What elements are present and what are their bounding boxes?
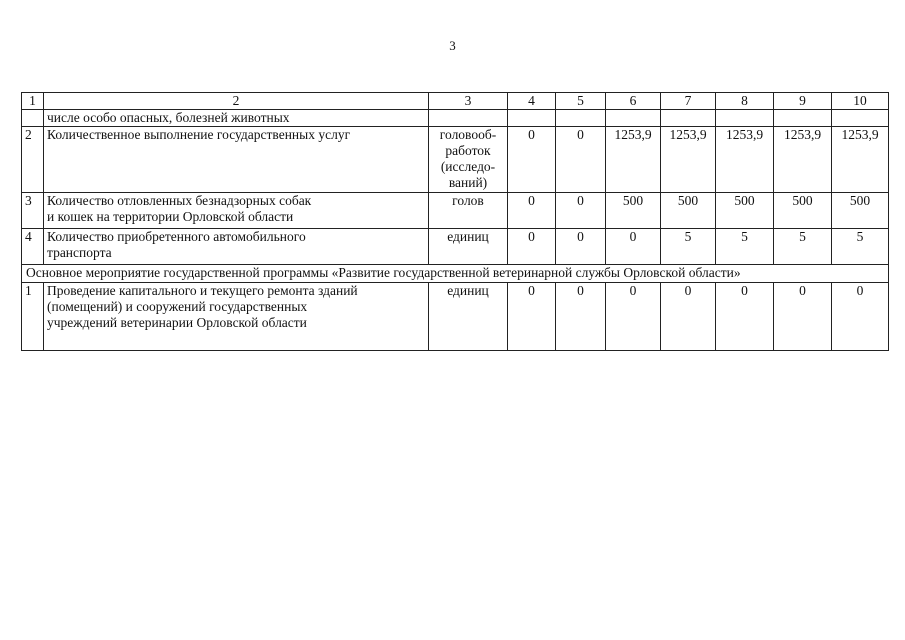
value-cell: 1253,9 <box>661 127 716 193</box>
column-number-row <box>22 93 889 110</box>
value-cell: 500 <box>606 193 661 229</box>
value-cell: 1253,9 <box>774 127 832 193</box>
page-number: 3 <box>449 38 456 53</box>
value-cell: 0 <box>606 229 661 265</box>
unit-cell: единиц <box>429 229 508 265</box>
indicator-name: Количество отловленных безнадзорных собак и кошек на территории Орловской области <box>44 193 429 229</box>
value-cell: 500 <box>716 193 774 229</box>
indicator-name: Количественное выполнение государственных услуг <box>44 127 429 193</box>
value-cell: 0 <box>556 193 606 229</box>
value-cell: 0 <box>661 283 716 351</box>
column-number: 6 <box>606 93 661 110</box>
value-cell: 0 <box>508 283 556 351</box>
table-row <box>22 283 889 351</box>
value-cell: 5 <box>661 229 716 265</box>
value-cell: 5 <box>774 229 832 265</box>
value-cell: 500 <box>832 193 889 229</box>
table-row <box>22 193 889 229</box>
value-cell: 0 <box>774 283 832 351</box>
value-cell: 500 <box>661 193 716 229</box>
column-number: 9 <box>774 93 832 110</box>
value-cell: 500 <box>774 193 832 229</box>
value-cell: 0 <box>556 127 606 193</box>
unit-cell: единиц <box>429 283 508 351</box>
unit-cell: голов <box>429 193 508 229</box>
row-number: 1 <box>22 283 44 351</box>
value-cell: 1253,9 <box>832 127 889 193</box>
value-cell: 0 <box>508 229 556 265</box>
column-number: 2 <box>44 93 429 110</box>
column-number: 1 <box>22 93 44 110</box>
row-number: 4 <box>22 229 44 265</box>
column-number: 4 <box>508 93 556 110</box>
value-cell: 5 <box>716 229 774 265</box>
column-number: 5 <box>556 93 606 110</box>
value-cell: 1253,9 <box>716 127 774 193</box>
value-cell: 0 <box>508 193 556 229</box>
column-number: 10 <box>832 93 889 110</box>
continuation-text: числе особо опасных, болезней животных <box>44 110 429 127</box>
column-number: 7 <box>661 93 716 110</box>
value-cell: 5 <box>832 229 889 265</box>
value-cell: 0 <box>556 283 606 351</box>
column-number: 8 <box>716 93 774 110</box>
value-cell: 0 <box>606 283 661 351</box>
unit-cell: головооб- работок (исследо- ваний) <box>429 127 508 193</box>
section-title: Основное мероприятие государственной программы «Развитие государственной ветеринарной службы Орловской области» <box>22 265 889 283</box>
value-cell: 0 <box>716 283 774 351</box>
column-number: 3 <box>429 93 508 110</box>
row-number: 2 <box>22 127 44 193</box>
value-cell: 0 <box>556 229 606 265</box>
continuation-row <box>22 110 889 127</box>
row-number: 3 <box>22 193 44 229</box>
value-cell: 1253,9 <box>606 127 661 193</box>
value-cell: 0 <box>508 127 556 193</box>
section-header-row <box>22 265 889 283</box>
table-row <box>22 127 889 193</box>
table-row <box>22 229 889 265</box>
indicators-table <box>21 92 889 351</box>
indicator-name: Проведение капитального и текущего ремонта зданий (помещений) и сооружений государственных учреждений ветеринарии Орловской области <box>44 283 429 351</box>
value-cell: 0 <box>832 283 889 351</box>
indicator-name: Количество приобретенного автомобильного транспорта <box>44 229 429 265</box>
